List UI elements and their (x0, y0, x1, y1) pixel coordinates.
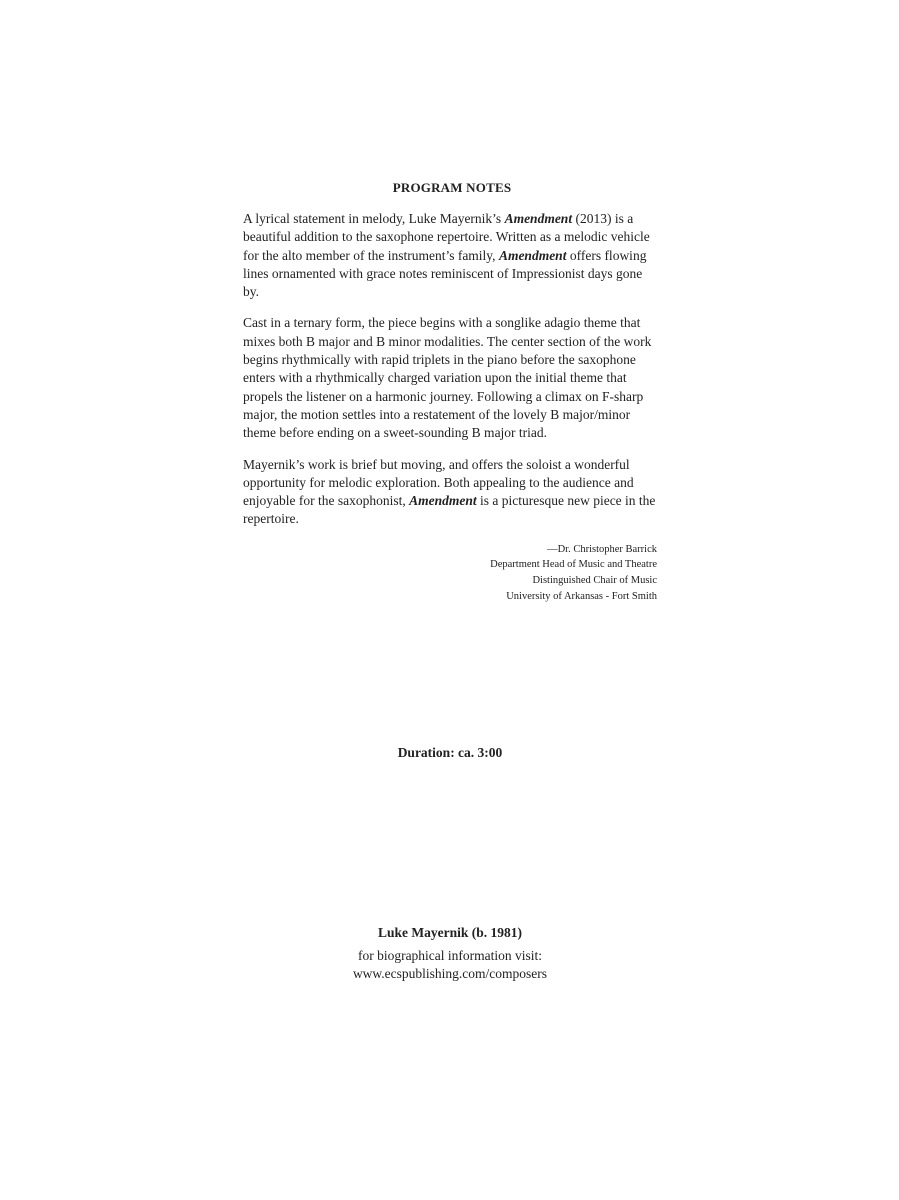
piece-title: Amendment (504, 211, 573, 226)
paragraph-3-text-b: is a picturesque new piece in the repertoire. (243, 493, 656, 527)
paragraph-1-text-a: A lyrical statement in melody, Luke Mayernik’s (243, 211, 505, 226)
author-title-1: Department Head of Music and Theatre (490, 559, 657, 571)
author-signature (243, 542, 661, 604)
composer-name: Luke Mayernik (b. 1981) (377, 925, 522, 940)
composer-section (0, 925, 900, 983)
program-notes-heading: PROGRAM NOTES (392, 180, 512, 195)
paragraph-1-text-c: offers flowing lines ornamented with grace notes reminiscent of Impressionist days gone by. (243, 247, 647, 300)
author-name: —Dr. Christopher Barrick (547, 543, 657, 555)
paragraph-3-text-a: Mayernik’s work is brief but moving, and offers the soloist a wonderful opportunity for melodic exploration. Both appealing to the audience and enjoyable for the saxophonist, (243, 456, 634, 509)
composer-info-text: for biographical information visit: (357, 948, 543, 963)
notes-paragraph-2: Cast in a ternary form, the piece begins with a songlike adagio theme that mixes both B major and B minor modalities. The center section of the work begins rhythmically with rapid triplets in the piano before the saxophone enters with a rhythmically charged variation upon the initial theme that propels the listener on a harmonic journey. Following a climax on F-sharp major, the motion settles into a restatement of the lovely B major/minor theme before ending on a sweet-sounding B major triad. (243, 315, 652, 441)
piece-title: Amendment (498, 247, 567, 263)
notes-paragraph-3 (243, 456, 661, 529)
duration-label: Duration: ca. 3:00 (397, 745, 503, 760)
composer-url: www.ecspublishing.com/composers (352, 966, 548, 981)
program-notes-section (243, 180, 661, 604)
author-title-2: Distinguished Chair of Music (532, 574, 657, 586)
piece-title: Amendment (409, 493, 477, 509)
author-affiliation: University of Arkansas - Fort Smith (506, 590, 657, 602)
notes-paragraph-1 (243, 210, 661, 301)
paragraph-1-text-b: (2013) is a beautiful addition to the saxophone repertoire. Written as a melodic vehicle for the alto member of the instrument’s family, (243, 211, 650, 263)
